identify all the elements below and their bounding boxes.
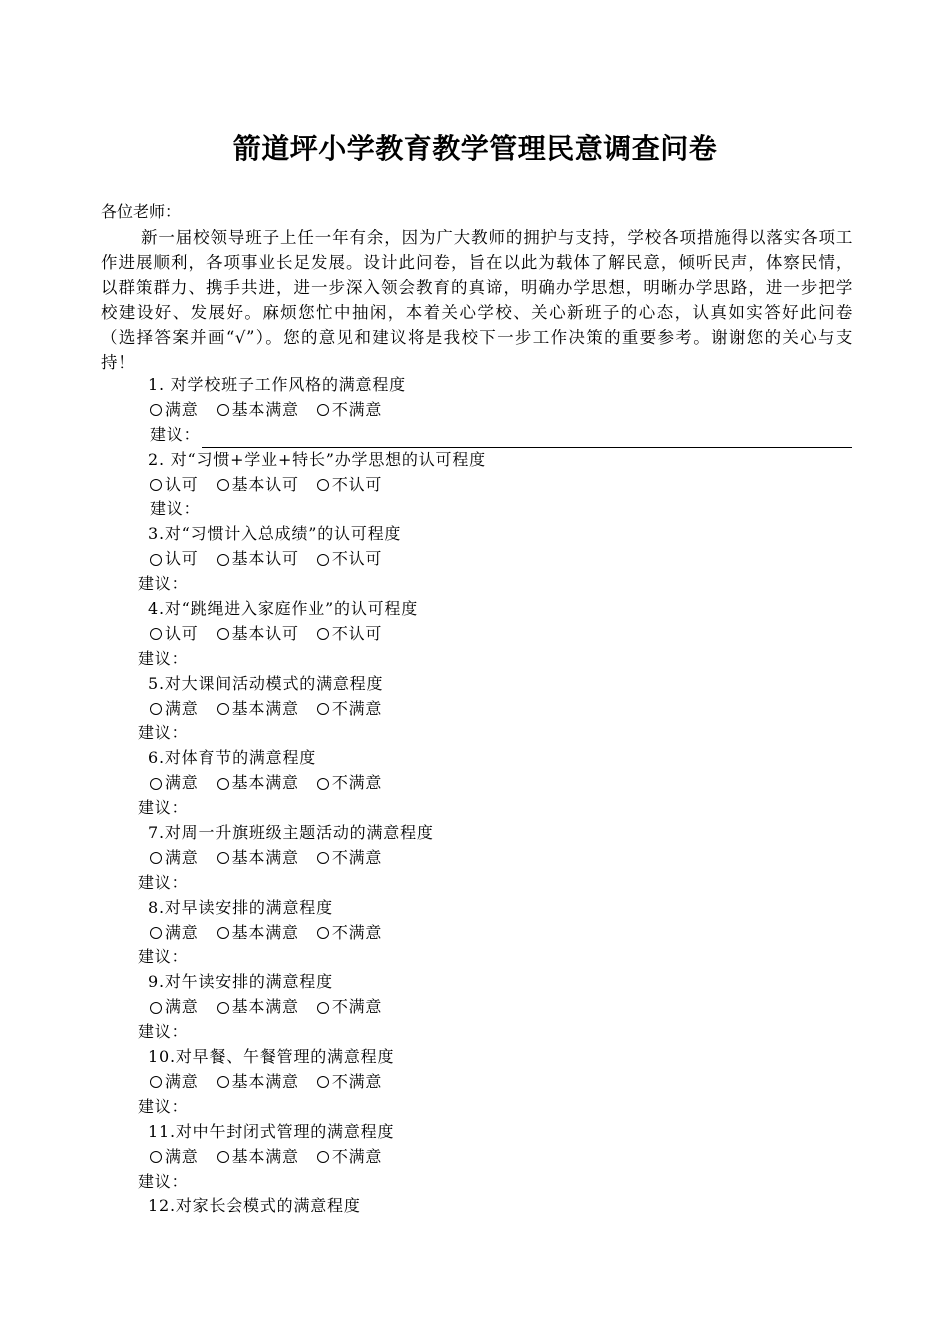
suggestion-label[interactable]: 建议： [138, 1171, 189, 1191]
option-label: 不满意 [331, 698, 383, 718]
suggestion-label[interactable]: 建议： [150, 499, 201, 519]
option-label: 满意 [165, 698, 199, 718]
circle-icon [217, 479, 229, 491]
option-label: 不满意 [331, 773, 383, 793]
greeting: 各位老师： [101, 202, 182, 221]
option-label: 满意 [165, 1071, 199, 1091]
circle-icon [217, 778, 229, 790]
circle-icon [217, 1151, 229, 1163]
option-radio[interactable] [217, 921, 299, 946]
circle-icon [217, 927, 229, 939]
question-title: 6.对体育节的满意程度 [148, 748, 317, 768]
circle-icon [150, 479, 162, 491]
circle-icon [150, 554, 162, 566]
option-radio[interactable] [217, 995, 299, 1020]
question-list [0, 373, 950, 1219]
option-group [0, 771, 950, 796]
option-group [0, 697, 950, 722]
option-radio[interactable] [217, 1145, 299, 1170]
intro-paragraph: 新一届校领导班子上任一年有余，因为广大教师的拥护与支持，学校各项措施得以落实各项工作进展顺利，各项事业长足发展。设计此问卷，旨在以此为载体了解民意，倾听民声，体察民情，以群策群力、携手共进，进一步深入领会教育的真谛，明确办学思想，明晰办学思路，进一步把学校建设好、发展好。麻烦您忙中抽闲，本着关心学校、关心新班子的心态，认真如实答好此问卷（选择答案并画“√”）。您的意见和建议将是我校下一步工作决策的重要参考。谢谢您的关心与支持！ [101, 228, 853, 372]
question-title: 7.对周一升旗班级主题活动的满意程度 [148, 823, 434, 843]
suggestion-label[interactable]: 建议： [138, 798, 189, 818]
question-title: 1. 对学校班子工作风格的满意程度 [148, 375, 406, 394]
circle-icon [150, 852, 162, 864]
option-radio[interactable] [317, 697, 382, 722]
option-group [0, 473, 950, 498]
option-label: 不满意 [331, 922, 383, 942]
option-radio[interactable] [150, 473, 199, 498]
circle-icon [317, 703, 329, 715]
option-radio[interactable] [317, 622, 382, 647]
option-label: 不认可 [331, 623, 383, 643]
option-radio[interactable] [217, 771, 299, 796]
suggestion-row [0, 423, 950, 448]
option-label: 认可 [165, 549, 199, 569]
circle-icon [150, 1076, 162, 1088]
option-label: 满意 [165, 773, 199, 793]
option-label: 不认可 [331, 474, 383, 494]
option-label: 满意 [165, 399, 199, 419]
circle-icon [317, 404, 329, 416]
question-title: 11.对中午封闭式管理的满意程度 [148, 1121, 395, 1141]
circle-icon [150, 1151, 162, 1163]
circle-icon [217, 852, 229, 864]
question-title: 10.对早餐、午餐管理的满意程度 [148, 1047, 395, 1067]
option-label: 不满意 [331, 847, 383, 867]
option-group [0, 1145, 950, 1170]
option-group [0, 1070, 950, 1095]
option-radio[interactable] [150, 921, 199, 946]
option-label: 基本满意 [231, 698, 299, 718]
option-label: 不满意 [331, 1071, 383, 1091]
option-label: 认可 [165, 623, 199, 643]
option-label: 认可 [165, 474, 199, 494]
option-radio[interactable] [317, 1070, 382, 1095]
circle-icon [317, 1076, 329, 1088]
option-radio[interactable] [217, 547, 299, 572]
option-label: 基本满意 [231, 847, 299, 867]
circle-icon [317, 554, 329, 566]
option-radio[interactable] [150, 547, 199, 572]
option-label: 基本满意 [231, 1146, 299, 1166]
circle-icon [317, 479, 329, 491]
option-radio[interactable] [150, 995, 199, 1020]
page-title: 箭道坪小学教育教学管理民意调查问卷 [232, 132, 718, 165]
option-label: 满意 [165, 997, 199, 1017]
circle-icon [217, 1076, 229, 1088]
question-title: 9.对午读安排的满意程度 [148, 972, 333, 992]
circle-icon [317, 1151, 329, 1163]
circle-icon [217, 703, 229, 715]
circle-icon [317, 628, 329, 640]
suggestion-label[interactable]: 建议： [138, 947, 189, 967]
option-label: 基本满意 [231, 997, 299, 1017]
option-label: 不认可 [331, 549, 383, 569]
option-radio[interactable] [317, 771, 382, 796]
option-radio[interactable] [217, 398, 299, 423]
option-radio[interactable] [317, 547, 382, 572]
suggestion-label[interactable]: 建议： [138, 1022, 189, 1042]
option-radio[interactable] [217, 1070, 299, 1095]
option-label: 基本认可 [231, 549, 299, 569]
circle-icon [217, 404, 229, 416]
option-radio[interactable] [150, 1070, 199, 1095]
suggestion-label[interactable]: 建议： [138, 648, 189, 668]
suggestion-label[interactable]: 建议： [138, 1096, 189, 1116]
circle-icon [317, 927, 329, 939]
circle-icon [150, 404, 162, 416]
circle-icon [150, 703, 162, 715]
option-label: 不满意 [331, 399, 383, 419]
circle-icon [317, 852, 329, 864]
option-radio[interactable] [150, 846, 199, 871]
suggestion-label: 建议： [150, 424, 201, 444]
option-radio[interactable] [317, 995, 382, 1020]
option-group [0, 547, 950, 572]
question-title: 2. 对“习惯+学业+特长”办学思想的认可程度 [148, 449, 486, 469]
suggestion-label[interactable]: 建议： [138, 574, 189, 594]
option-radio[interactable] [217, 622, 299, 647]
circle-icon [317, 778, 329, 790]
option-label: 满意 [165, 1146, 199, 1166]
option-radio[interactable] [317, 921, 382, 946]
option-radio[interactable] [150, 771, 199, 796]
option-label: 满意 [165, 922, 199, 942]
option-label: 基本满意 [231, 773, 299, 793]
suggestion-input[interactable] [202, 429, 852, 448]
question-title: 8.对早读安排的满意程度 [148, 897, 333, 917]
option-group [0, 921, 950, 946]
circle-icon [217, 554, 229, 566]
circle-icon [317, 1002, 329, 1014]
option-label: 满意 [165, 847, 199, 867]
option-group [0, 398, 950, 423]
option-radio[interactable] [150, 622, 199, 647]
option-radio[interactable] [317, 398, 382, 423]
option-group [0, 622, 950, 647]
option-radio[interactable] [317, 846, 382, 871]
option-label: 基本满意 [231, 1071, 299, 1091]
circle-icon [150, 927, 162, 939]
option-radio[interactable] [150, 398, 199, 423]
question-title: 12.对家长会模式的满意程度 [148, 1196, 361, 1216]
suggestion-label[interactable]: 建议： [138, 723, 189, 743]
option-label: 基本认可 [231, 474, 299, 494]
option-radio[interactable] [217, 846, 299, 871]
question-title: 3.对“习惯计入总成绩”的认可程度 [148, 524, 402, 544]
option-group [0, 846, 950, 871]
suggestion-label[interactable]: 建议： [138, 872, 189, 892]
circle-icon [217, 628, 229, 640]
circle-icon [150, 778, 162, 790]
option-label: 基本满意 [231, 399, 299, 419]
circle-icon [150, 1002, 162, 1014]
circle-icon [217, 1002, 229, 1014]
option-radio[interactable] [217, 697, 299, 722]
option-radio[interactable] [317, 473, 382, 498]
question-title: 5.对大课间活动模式的满意程度 [148, 673, 384, 693]
question-title: 4.对“跳绳进入家庭作业”的认可程度 [148, 599, 419, 619]
option-label: 不满意 [331, 1146, 383, 1166]
option-radio[interactable] [217, 473, 299, 498]
option-radio[interactable] [150, 1145, 199, 1170]
option-label: 基本认可 [231, 623, 299, 643]
option-label: 不满意 [331, 997, 383, 1017]
option-group [0, 995, 950, 1020]
option-radio[interactable] [150, 697, 199, 722]
option-radio[interactable] [317, 1145, 382, 1170]
option-label: 基本满意 [231, 922, 299, 942]
circle-icon [150, 628, 162, 640]
